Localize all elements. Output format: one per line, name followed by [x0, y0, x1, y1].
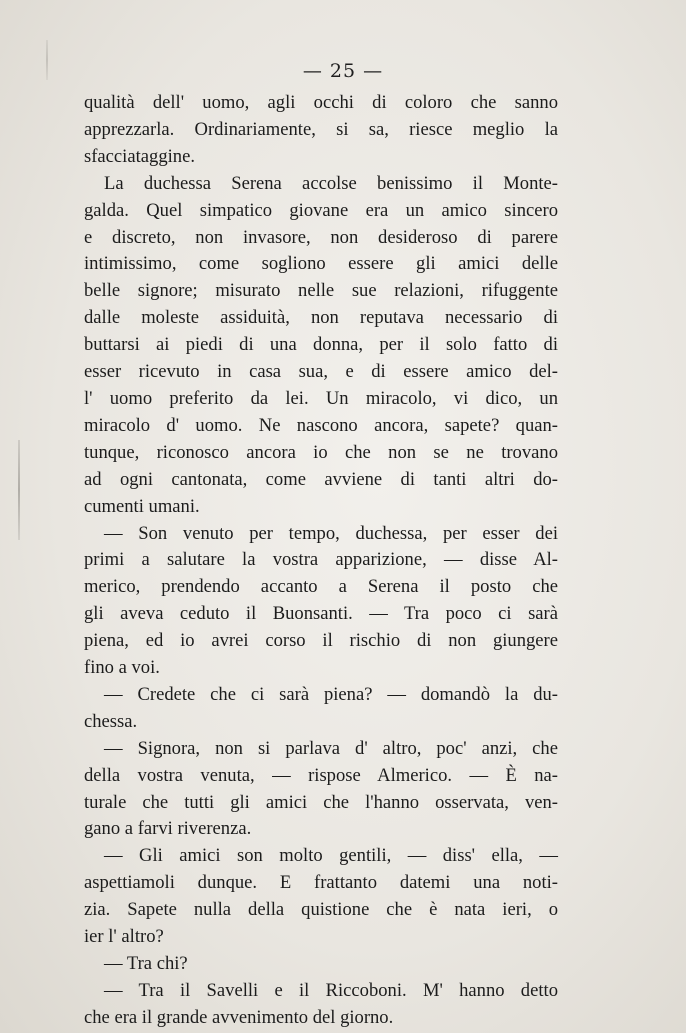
paragraph [84, 736, 558, 844]
text-line: — Tra il Savelli e il Riccoboni. M' hanno detto [104, 979, 558, 1001]
text-line: primi a salutare la vostra apparizione, — disse Al- [84, 549, 558, 571]
text-line: ad ogni cantonata, come avviene di tanti altri do- [84, 468, 558, 490]
text-line: — Signora, non si parlava d' altro, poc' anzi, che [104, 737, 558, 759]
text-line: turale che tutti gli amici che l'hanno osservata, ven- [84, 791, 558, 813]
text-line: apprezzarla. Ordinariamente, si sa, riesce meglio la [84, 118, 558, 140]
text-line: ier l' altro? [84, 926, 164, 948]
text-line: tunque, riconosco ancora io che non se ne trovano [84, 441, 558, 463]
text-line: esser ricevuto in casa sua, e di essere amico del- [84, 361, 558, 383]
text-line: aspettiamoli dunque. E frattanto datemi una noti- [84, 872, 558, 894]
text-line: sfacciataggine. [84, 145, 195, 167]
paragraph [84, 521, 558, 682]
margin-mark [18, 440, 20, 540]
paragraph [84, 171, 558, 521]
text-line: miracolo d' uomo. Ne nascono ancora, sapete? quan- [84, 414, 558, 436]
text-line: chessa. [84, 710, 138, 732]
text-line: zia. Sapete nulla della quistione che è nata ieri, o [84, 899, 558, 921]
text-line: belle signore; misurato nelle sue relazioni, rifuggente [84, 280, 558, 302]
text-line: gano a farvi riverenza. [84, 818, 252, 840]
text-line: — Tra chi? [104, 953, 188, 974]
text-line: — Gli amici son molto gentili, — diss' ella, — [104, 845, 558, 867]
text-line: gli aveva ceduto il Buonsanti. — Tra poco ci sarà [84, 603, 558, 625]
text-line: piena, ed io avrei corso il rischio di non giungere [84, 630, 558, 652]
text-line: della vostra venuta, — rispose Almerico. — È na- [84, 764, 558, 786]
text-line: che era il grande avvenimento del giorno. [84, 1006, 394, 1028]
text-line: La duchessa Serena accolse benissimo il Monte- [104, 172, 558, 194]
paragraph [84, 978, 558, 1032]
text-line: merico, prendendo accanto a Serena il posto che [84, 576, 558, 598]
text-line: e discreto, non invasore, non desideroso di parere [84, 226, 558, 248]
paragraph [84, 682, 558, 736]
text-line: qualità dell' uomo, agli occhi di coloro che sanno [84, 92, 558, 113]
text-line: intimissimo, come sogliono essere gli amici delle [84, 253, 558, 275]
paragraph [84, 90, 558, 171]
text-line: — Credete che ci sarà piena? — domandò la du- [104, 683, 558, 705]
text-line: buttarsi ai piedi di una donna, per il solo fatto di [84, 334, 558, 356]
body-text [84, 90, 558, 1032]
paragraph [84, 951, 558, 978]
text-line: galda. Quel simpatico giovane era un amico sincero [84, 199, 558, 221]
text-line: cumenti umani. [84, 495, 200, 517]
text-line: l' uomo preferito da lei. Un miracolo, vi dico, un [84, 387, 558, 409]
text-line: fino a voi. [84, 657, 160, 679]
text-line: dalle moleste assiduità, non reputava necessario di [84, 307, 558, 329]
page-number: — 25 — [302, 60, 384, 82]
text-line: — Son venuto per tempo, duchessa, per esser dei [104, 522, 558, 544]
paragraph [84, 843, 558, 951]
